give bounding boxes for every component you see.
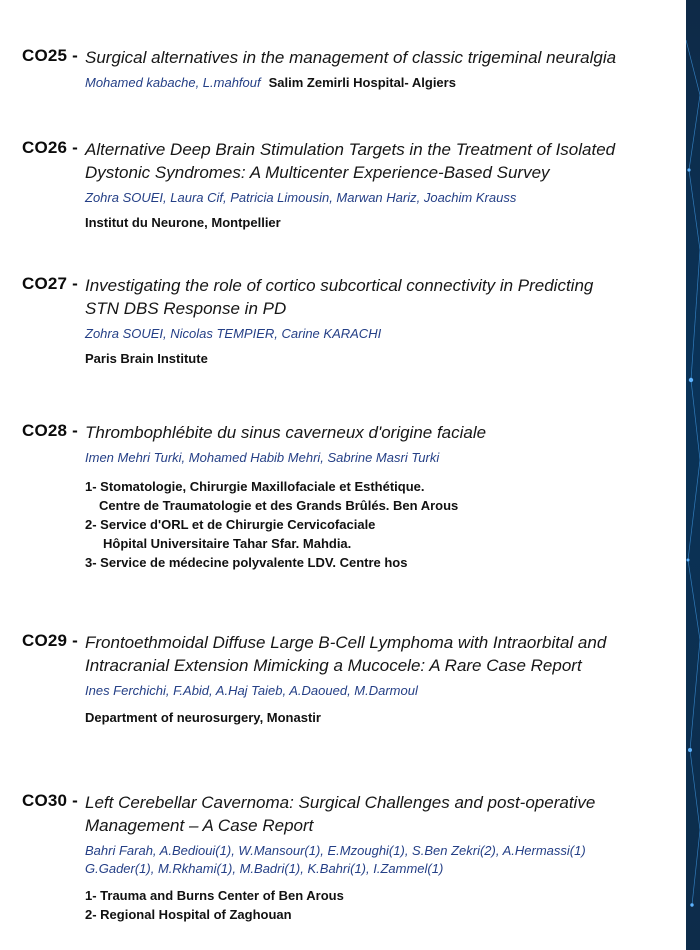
affiliation: Department of neurosurgery, Monastir — [85, 710, 321, 725]
author-list: Zohra SOUEI, Nicolas TEMPIER, Carine KARACHI — [85, 326, 382, 341]
author-list: Ines Ferchichi, F.Abid, A.Haj Taieb, A.Daoued, M.Darmoul — [85, 683, 418, 698]
title-line: Management – A Case Report — [85, 816, 314, 835]
decorative-network-strip — [686, 0, 700, 950]
abstract-code: CO29 - — [22, 631, 78, 650]
affiliation-line: 2- Regional Hospital of Zaghouan — [85, 907, 292, 922]
title-line: Intracranial Extension Mimicking a Mucocele: A Rare Case Report — [85, 656, 582, 675]
author-list — [85, 842, 674, 878]
abstract-title — [85, 138, 674, 184]
author-line: Bahri Farah, A.Bedioui(1), W.Mansour(1), E.Mzoughi(1), S.Ben Zekri(2), A.Hermassi(1) — [85, 843, 586, 858]
abstract-entry-co28 — [22, 421, 674, 572]
authors-text: Mohamed kabache, L.mahfouf — [85, 75, 261, 90]
network-pattern-graphic — [686, 0, 700, 950]
author-list — [85, 74, 674, 92]
abstract-code: CO25 - — [22, 46, 78, 65]
abstract-code: CO27 - — [22, 274, 78, 293]
affiliation-list — [85, 886, 674, 924]
abstract-code: CO28 - — [22, 421, 78, 440]
abstract-entry-co25 — [22, 46, 674, 92]
affiliation-list — [85, 477, 674, 572]
affiliation: Institut du Neurone, Montpellier — [85, 215, 281, 230]
abstract-title — [85, 631, 674, 677]
title-line: Frontoethmoidal Diffuse Large B-Cell Lymphoma with Intraorbital and — [85, 633, 607, 652]
affiliation-line: Hôpital Universitaire Tahar Sfar. Mahdia. — [103, 536, 352, 551]
abstract-entry-co29 — [22, 631, 674, 727]
abstract-title — [85, 274, 674, 320]
title-line: Left Cerebellar Cavernoma: Surgical Challenges and post-operative — [85, 793, 596, 812]
author-list: Zohra SOUEI, Laura Cif, Patricia Limousin, Marwan Hariz, Joachim Krauss — [85, 190, 517, 205]
affiliation-line: 2- Service d'ORL et de Chirurgie Cervicofaciale — [85, 517, 376, 532]
title-line: Alternative Deep Brain Stimulation Targets in the Treatment of Isolated — [85, 140, 616, 159]
abstract-title — [85, 791, 674, 837]
affiliation-line: Centre de Traumatologie et des Grands Brûlés. Ben Arous — [99, 498, 459, 513]
title-line: Investigating the role of cortico subcortical connectivity in Predicting — [85, 276, 594, 295]
affiliation-line: 3- Service de médecine polyvalente LDV. Centre hos — [85, 555, 408, 570]
affiliation-line: 1- Stomatologie, Chirurgie Maxillofaciale et Esthétique. — [85, 479, 425, 494]
title-line: STN DBS Response in PD — [85, 299, 287, 318]
affiliation-inline: Salim Zemirli Hospital- Algiers — [268, 75, 456, 90]
title-line: Dystonic Syndromes: A Multicenter Experience-Based Survey — [85, 163, 550, 182]
abstract-entry-co26 — [22, 138, 674, 232]
abstract-entry-co27 — [22, 274, 674, 368]
affiliation: Paris Brain Institute — [85, 351, 208, 366]
author-line: G.Gader(1), M.Rkhami(1), M.Badri(1), K.Bahri(1), I.Zammel(1) — [85, 861, 444, 876]
affiliation-line: 1- Trauma and Burns Center of Ben Arous — [85, 888, 344, 903]
author-list: Imen Mehri Turki, Mohamed Habib Mehri, Sabrine Masri Turki — [85, 450, 440, 465]
abstract-code: CO30 - — [22, 791, 78, 810]
abstract-title: Thrombophlébite du sinus caverneux d'origine faciale — [85, 423, 487, 442]
abstract-code: CO26 - — [22, 138, 78, 157]
abstract-title: Surgical alternatives in the management of classic trigeminal neuralgia — [85, 48, 617, 67]
abstract-entry-co30 — [22, 791, 674, 924]
